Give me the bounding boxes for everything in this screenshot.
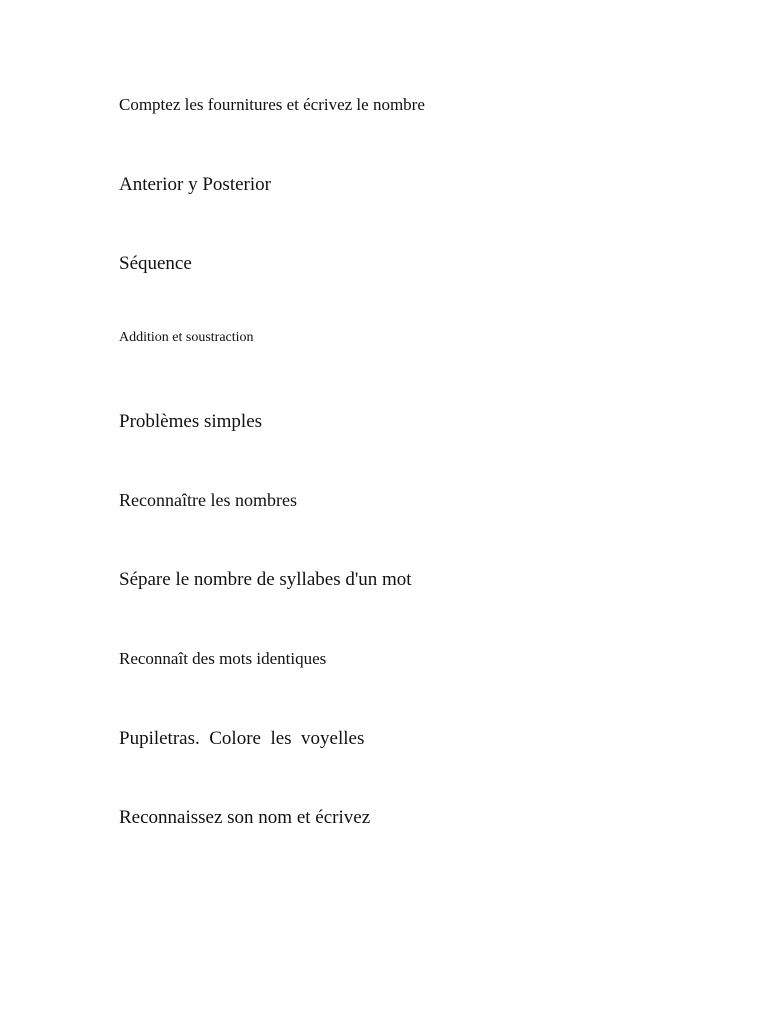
line-count-supplies: Comptez les fournitures et écrivez le nombre	[119, 95, 425, 114]
line-separate-syllables: Sépare le nombre de syllabes d'un mot	[119, 569, 412, 590]
line-recognize-numbers: Reconnaître les nombres	[119, 490, 297, 510]
line-identical-words: Reconnaît des mots identiques	[119, 649, 327, 668]
line-addition-subtraction: Addition et soustraction	[119, 330, 254, 345]
line-color-vowels: Pupiletras. Colore les voyelles	[119, 728, 365, 749]
line-recognize-name: Reconnaissez son nom et écrivez	[119, 807, 371, 828]
line-before-after: Anterior y Posterior	[119, 174, 271, 195]
line-simple-problems: Problèmes simples	[119, 411, 263, 432]
line-sequence: Séquence	[119, 253, 192, 274]
